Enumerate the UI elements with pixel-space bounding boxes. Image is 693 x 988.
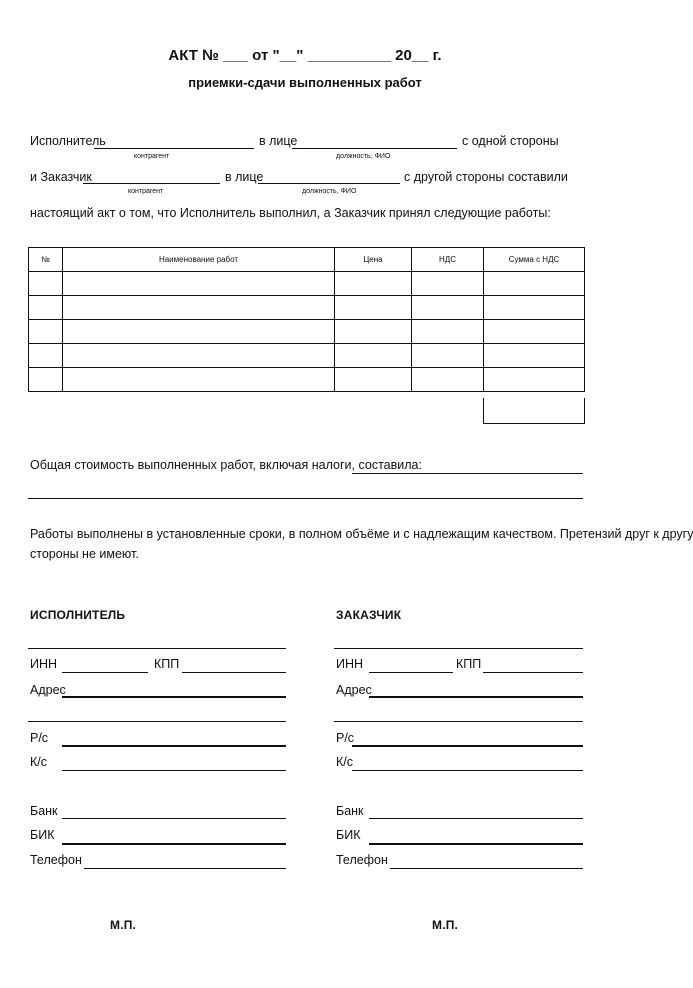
customer-contractor-field[interactable] xyxy=(83,183,220,184)
col-header-sum: Сумма с НДС xyxy=(484,248,585,272)
executor-bank-label: Банк xyxy=(30,804,58,818)
cell[interactable] xyxy=(63,272,335,296)
col-header-price: Цена xyxy=(335,248,412,272)
executor-ks-field[interactable] xyxy=(62,770,286,771)
cell[interactable] xyxy=(63,344,335,368)
executor-bank-field[interactable] xyxy=(62,818,286,819)
document-subtitle: приемки-сдачи выполненных работ xyxy=(188,75,422,90)
customer-label: и Заказчик xyxy=(30,170,92,184)
customer-address-label: Адрес xyxy=(336,683,372,697)
works-table xyxy=(28,247,585,392)
other-side-label: с другой стороны составили xyxy=(404,170,568,184)
col-header-number: № xyxy=(29,248,63,272)
customer-ks-label: К/с xyxy=(336,755,354,769)
total-cost-field-2[interactable] xyxy=(28,498,583,499)
total-cost-label: Общая стоимость выполненных работ, включая налоги, составила: xyxy=(30,458,422,472)
cell[interactable] xyxy=(29,296,63,320)
executor-address-field-2[interactable] xyxy=(28,721,286,722)
executor-contractor-field[interactable] xyxy=(94,148,254,149)
customer-bank-field[interactable] xyxy=(369,818,583,819)
col-header-name: Наименование работ xyxy=(63,248,335,272)
position-caption-1: должность, ФИО xyxy=(336,153,391,160)
executor-label: Исполнитель xyxy=(30,134,106,148)
cell[interactable] xyxy=(335,368,412,392)
quality-statement-line2: стороны не имеют. xyxy=(30,547,139,561)
customer-rs-label: Р/с xyxy=(336,731,355,745)
executor-heading: ИСПОЛНИТЕЛЬ xyxy=(30,608,126,622)
executor-bik-field[interactable] xyxy=(62,843,286,845)
cell[interactable] xyxy=(412,344,484,368)
cell[interactable] xyxy=(29,320,63,344)
executor-ks-label: К/с xyxy=(30,755,48,769)
cell[interactable] xyxy=(412,272,484,296)
cell[interactable] xyxy=(29,368,63,392)
executor-stamp: М.П. xyxy=(110,918,137,932)
cell[interactable] xyxy=(335,320,412,344)
customer-stamp: М.П. xyxy=(432,918,459,932)
customer-ks-field[interactable] xyxy=(352,770,583,771)
table-row xyxy=(29,368,585,392)
table-row xyxy=(29,344,585,368)
customer-bik-field[interactable] xyxy=(369,843,583,845)
cell[interactable] xyxy=(412,296,484,320)
cell[interactable] xyxy=(484,296,585,320)
intro-statement: настоящий акт о том, что Исполнитель выполнил, а Заказчик принял следующие работы: xyxy=(30,206,551,220)
contractor-caption-2: контрагент xyxy=(128,188,164,195)
customer-kpp-field[interactable] xyxy=(483,672,583,673)
customer-address-field-2[interactable] xyxy=(334,721,583,722)
customer-inn-label: ИНН xyxy=(336,657,364,671)
table-row xyxy=(29,296,585,320)
cell[interactable] xyxy=(335,296,412,320)
one-side-label: с одной стороны xyxy=(462,134,559,148)
table-row xyxy=(29,272,585,296)
col-header-vat: НДС xyxy=(412,248,484,272)
cell[interactable] xyxy=(63,368,335,392)
customer-bik-label: БИК xyxy=(336,828,361,842)
executor-bik-label: БИК xyxy=(30,828,55,842)
cell[interactable] xyxy=(484,272,585,296)
executor-position-field[interactable] xyxy=(292,148,457,149)
executor-address-label: Адрес xyxy=(30,683,66,697)
customer-rs-field[interactable] xyxy=(352,745,583,747)
executor-phone-label: Телефон xyxy=(30,853,82,867)
cell[interactable] xyxy=(29,344,63,368)
table-header-row xyxy=(29,248,585,272)
executor-inn-field[interactable] xyxy=(62,672,148,673)
in-person-label-2: в лице xyxy=(225,170,264,184)
total-cost-field[interactable] xyxy=(352,473,583,474)
cell[interactable] xyxy=(335,344,412,368)
total-sum-cell[interactable] xyxy=(483,398,585,424)
customer-bank-label: Банк xyxy=(336,804,364,818)
cell[interactable] xyxy=(412,368,484,392)
cell[interactable] xyxy=(63,320,335,344)
cell[interactable] xyxy=(335,272,412,296)
customer-inn-field[interactable] xyxy=(369,672,453,673)
customer-phone-label: Телефон xyxy=(336,853,388,867)
cell[interactable] xyxy=(484,320,585,344)
position-caption-2: должность, ФИО xyxy=(302,188,357,195)
executor-phone-field[interactable] xyxy=(84,868,286,869)
document-title: АКТ № ___ от "__" __________ 20__ г. xyxy=(168,47,442,64)
cell[interactable] xyxy=(484,368,585,392)
customer-heading: ЗАКАЗЧИК xyxy=(336,608,402,622)
executor-rs-label: Р/с xyxy=(30,731,49,745)
executor-name-field[interactable] xyxy=(28,648,286,649)
cell[interactable] xyxy=(63,296,335,320)
executor-inn-label: ИНН xyxy=(30,657,58,671)
in-person-label-1: в лице xyxy=(259,134,298,148)
quality-statement-line1: Работы выполнены в установленные сроки, в полном объёме и с надлежащим качеством. Претензий друг к другу xyxy=(30,527,693,541)
customer-kpp-label: КПП xyxy=(456,657,482,671)
executor-kpp-field[interactable] xyxy=(182,672,286,673)
table-row xyxy=(29,320,585,344)
executor-rs-field[interactable] xyxy=(62,745,286,747)
cell[interactable] xyxy=(29,272,63,296)
customer-name-field[interactable] xyxy=(334,648,583,649)
cell[interactable] xyxy=(484,344,585,368)
executor-kpp-label: КПП xyxy=(154,657,180,671)
customer-address-field[interactable] xyxy=(369,696,583,698)
customer-phone-field[interactable] xyxy=(390,868,583,869)
customer-position-field[interactable] xyxy=(258,183,400,184)
contractor-caption-1: контрагент xyxy=(134,153,170,160)
cell[interactable] xyxy=(412,320,484,344)
executor-address-field[interactable] xyxy=(62,696,286,698)
